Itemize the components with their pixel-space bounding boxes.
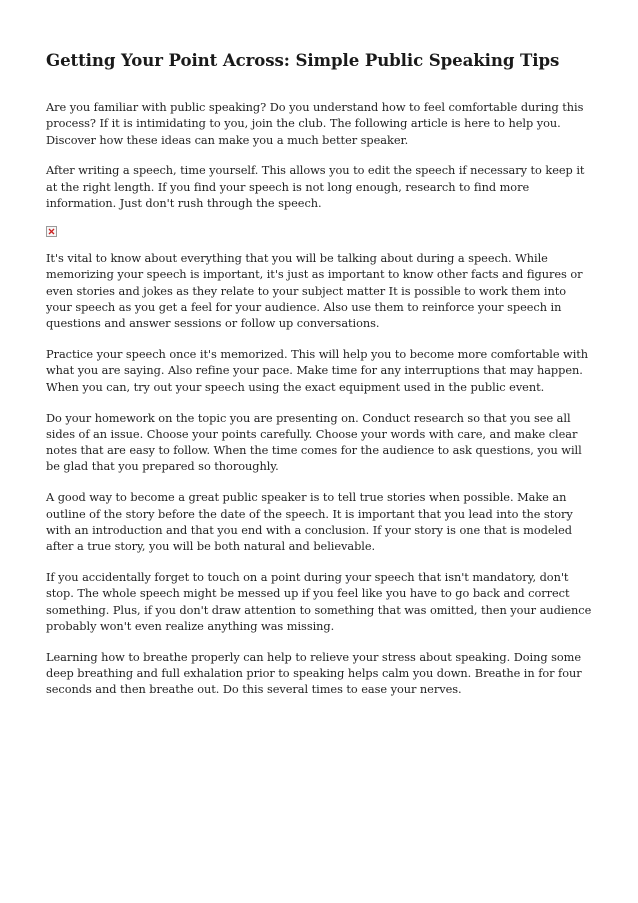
paragraph-intro: Are you familiar with public speaking? Do you understand how to feel comfortable during this process? If it is intimidating to you, join the club. The following article is here to help you. Discover how these ideas can make you a much better speaker. bbox=[46, 100, 584, 147]
document-title: Getting Your Point Across: Simple Public Speaking Tips bbox=[46, 50, 560, 70]
paragraph-time-yourself: After writing a speech, time yourself. This allows you to edit the speech if necessary to keep it at the right length. If you find your speech is not long enough, research to find more information. Just don't rush through the speech. bbox=[46, 163, 585, 211]
paragraph-true-stories: A good way to become a great public speaker is to tell true stories when possible. Make an outline of the story before the date of the speech. It is important that you lead into the story with an introduction and that you end with a conclusion. If your story is one that is modeled after a true story, you will be both natural and believable. bbox=[46, 490, 573, 554]
paragraph-know-everything: It's vital to know about everything that you will be talking about during a speech. While memorizing your speech is important, it's just as important to know other facts and figures or even stories and jokes as they relate to your subject matter It is possible to work them into your speech as you get a feel for your audience. Also use them to reinforce your speech in questions and answer sessions or follow up conversations. bbox=[46, 250, 583, 331]
document-page bbox=[46, 48, 594, 712]
paragraph-homework: Do your homework on the topic you are presenting on. Conduct research so that you see all sides of an issue. Choose your points carefully. Choose your words with care, and make clear notes that are easy to follow. When the time comes for the audience to ask questions, you will be glad that you prepared so thoroughly. bbox=[46, 410, 582, 474]
paragraph-breathe: Learning how to breathe properly can help to relieve your stress about speaking. Doing some deep breathing and full exhalation prior to speaking helps calm you down. Breathe in for four seconds and then breathe out. Do this several times to ease your nerves. bbox=[46, 649, 582, 697]
paragraph-practice: Practice your speech once it's memorized. This will help you to become more comfortable with what you are saying. Also refine your pace. Make time for any interruptions that may happen. When you can, try out your speech using the exact equipment used in the public event. bbox=[46, 347, 589, 394]
broken-image-icon bbox=[46, 226, 57, 237]
paragraph-forget-point: If you accidentally forget to touch on a point during your speech that isn't mandatory, don't stop. The whole speech might be messed up if you feel like you have to go back and correct something. Plus, if you don't draw attention to something that was omitted, then your audience probably won't even realize anything was missing. bbox=[46, 570, 592, 633]
